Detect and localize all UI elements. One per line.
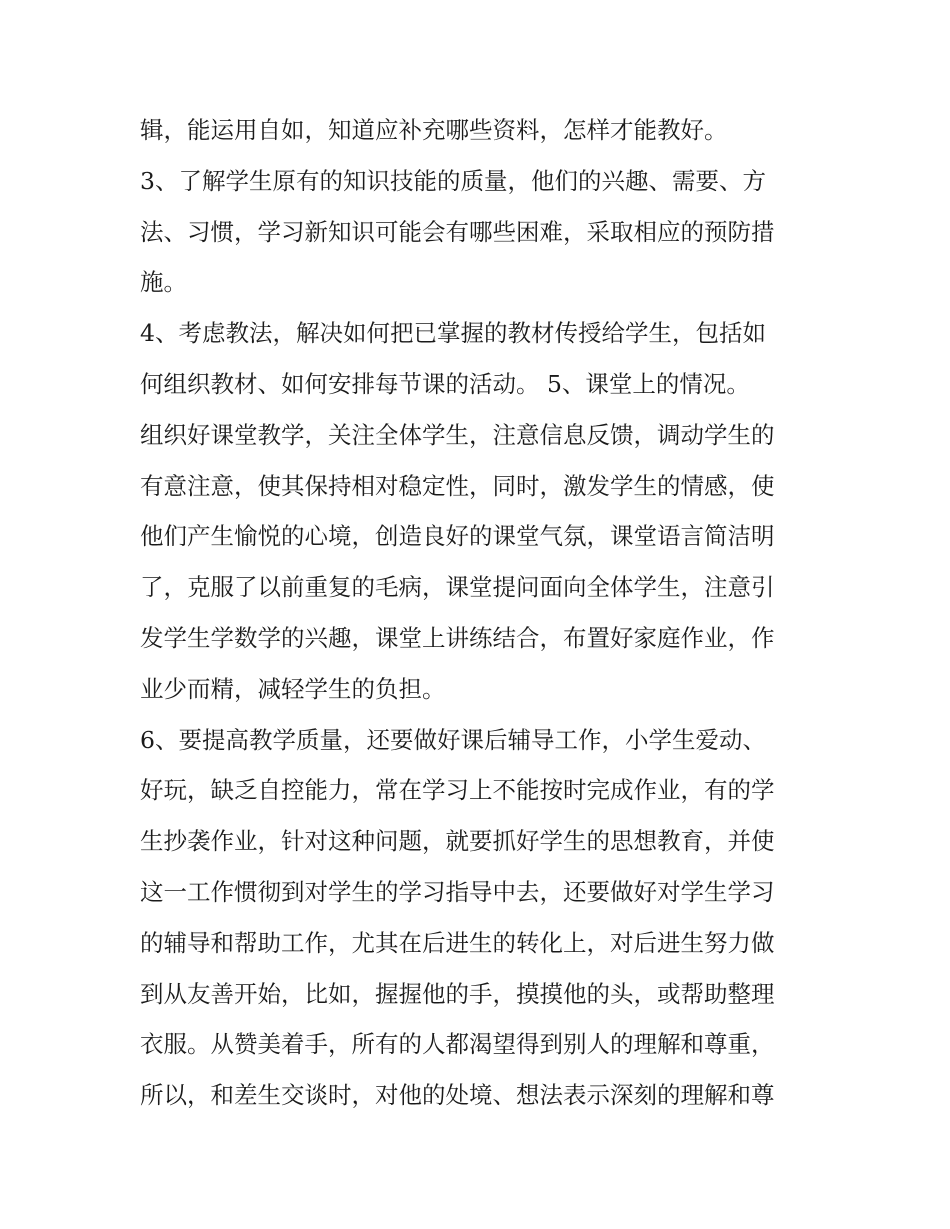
text-line: 好玩，缺乏自控能力，常在学习上不能按时完成作业，有的学 bbox=[140, 776, 775, 805]
text-line: 到从友善开始，比如，握握他的手，摸摸他的头，或帮助整理 bbox=[140, 979, 775, 1008]
text-line: 所以，和差生交谈时，对他的处境、想法表示深刻的理解和尊 bbox=[140, 1081, 775, 1110]
text-line: 衣服。从赞美着手，所有的人都渴望得到别人的理解和尊重， bbox=[140, 1030, 775, 1059]
text-line: 有意注意，使其保持相对稳定性，同时，激发学生的情感，使 bbox=[140, 471, 775, 500]
text-line: 他们产生愉悦的心境，创造良好的课堂气氛，课堂语言简洁明 bbox=[140, 522, 775, 551]
text-line: 组织好课堂教学，关注全体学生，注意信息反馈，调动学生的 bbox=[140, 420, 775, 449]
text-line: 这一工作惯彻到对学生的学习指导中去，还要做好对学生学习 bbox=[140, 877, 775, 906]
document-body bbox=[140, 105, 820, 1121]
text-line: 生抄袭作业，针对这种问题，就要抓好学生的思想教育，并使 bbox=[140, 827, 775, 856]
text-line: 何组织教材、如何安排每节课的活动。 5、课堂上的情况。 bbox=[140, 369, 750, 398]
text-line: 3、了解学生原有的知识技能的质量，他们的兴趣、需要、方 bbox=[140, 166, 766, 195]
text-line: 了，克服了以前重复的毛病，课堂提问面向全体学生，注意引 bbox=[140, 573, 775, 602]
text-line: 辑，能运用自如，知道应补充哪些资料，怎样才能教好。 bbox=[140, 116, 728, 144]
text-line: 6、要提高教学质量，还要做好课后辅导工作，小学生爱动、 bbox=[140, 725, 766, 754]
text-line: 发学生学数学的兴趣，课堂上讲练结合，布置好家庭作业，作 bbox=[140, 623, 775, 652]
text-line: 的辅导和帮助工作，尤其在后进生的转化上，对后进生努力做 bbox=[140, 928, 775, 957]
text-line: 法、习惯，学习新知识可能会有哪些困难，采取相应的预防措 bbox=[140, 217, 775, 246]
text-line: 业少而精，减轻学生的负担。 bbox=[140, 674, 446, 703]
text-line: 4、考虑教法，解决如何把已掌握的教材传授给学生，包括如 bbox=[140, 319, 766, 348]
text-line: 施。 bbox=[140, 268, 187, 297]
